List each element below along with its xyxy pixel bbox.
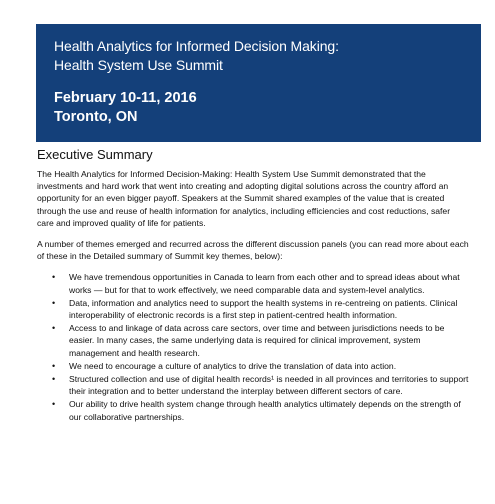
bullet-icon: • xyxy=(52,360,56,371)
bullet-icon: • xyxy=(52,323,56,334)
list-item-text: Data, information and analytics need to support the health systems in re-centreing on patients. Clinical interoperability of electronic records is a first step in patient-centred health information. xyxy=(69,297,458,321)
list-item-text: Access to and linkage of data across care sectors, over time and between jurisdictions needs to be easier. In many cases, the same underlying data is required for clinical improvement, system management and health research. xyxy=(69,323,445,358)
list-item-text: Structured collection and use of digital health records¹ is needed in all provinces and territories to support their integration and to better understand the interplay between different sectors of care. xyxy=(69,374,469,397)
summary-paragraph: The Health Analytics for Informed Decision-Making: Health System Use Summit demonstrated that the investments and hard work that went into creating and adopting digital solutions across the country afford an opportunity for an even bigger payoff. Speakers at the Summit shared examples of the value that is created through the use and reuse of health information for analytics, including efficiencies and cost reductions, safer care and improved quality of life for patients. xyxy=(37,169,451,228)
list-item xyxy=(37,322,469,359)
bullet-icon: • xyxy=(52,374,56,385)
themes-intro-paragraph: A number of themes emerged and recurred across the different discussion panels (you can read more about each of these in the Detailed summary of Summit key themes, below): xyxy=(37,239,469,262)
list-item-text: We need to encourage a culture of analytics to drive the translation of data into action. xyxy=(69,360,397,371)
bullet-icon: • xyxy=(52,272,56,283)
banner-title-line-2: Health System Use Summit xyxy=(54,57,223,73)
bullet-icon: • xyxy=(52,297,56,308)
title-banner xyxy=(36,24,481,142)
list-item xyxy=(37,360,469,372)
banner-title-line-1: Health Analytics for Informed Decision Making: xyxy=(54,38,339,54)
section-heading: Executive Summary xyxy=(37,147,153,162)
list-item xyxy=(37,373,469,397)
bullet-icon: • xyxy=(52,399,56,410)
banner-date: February 10-11, 2016 xyxy=(54,90,197,106)
list-item-text: We have tremendous opportunities in Canada to learn from each other and to spread ideas about what works — but for that to work effectively, we need comparable data and system-level analytics. xyxy=(69,272,460,295)
list-item-text: Our ability to drive health system change through health analytics ultimately depends on the strength of our collaborative partnerships. xyxy=(69,399,461,422)
list-item xyxy=(37,271,469,295)
themes-list xyxy=(37,271,469,422)
executive-summary-section xyxy=(37,146,469,424)
list-item xyxy=(37,297,469,321)
banner-location: Toronto, ON xyxy=(54,109,138,125)
list-item xyxy=(37,398,469,422)
